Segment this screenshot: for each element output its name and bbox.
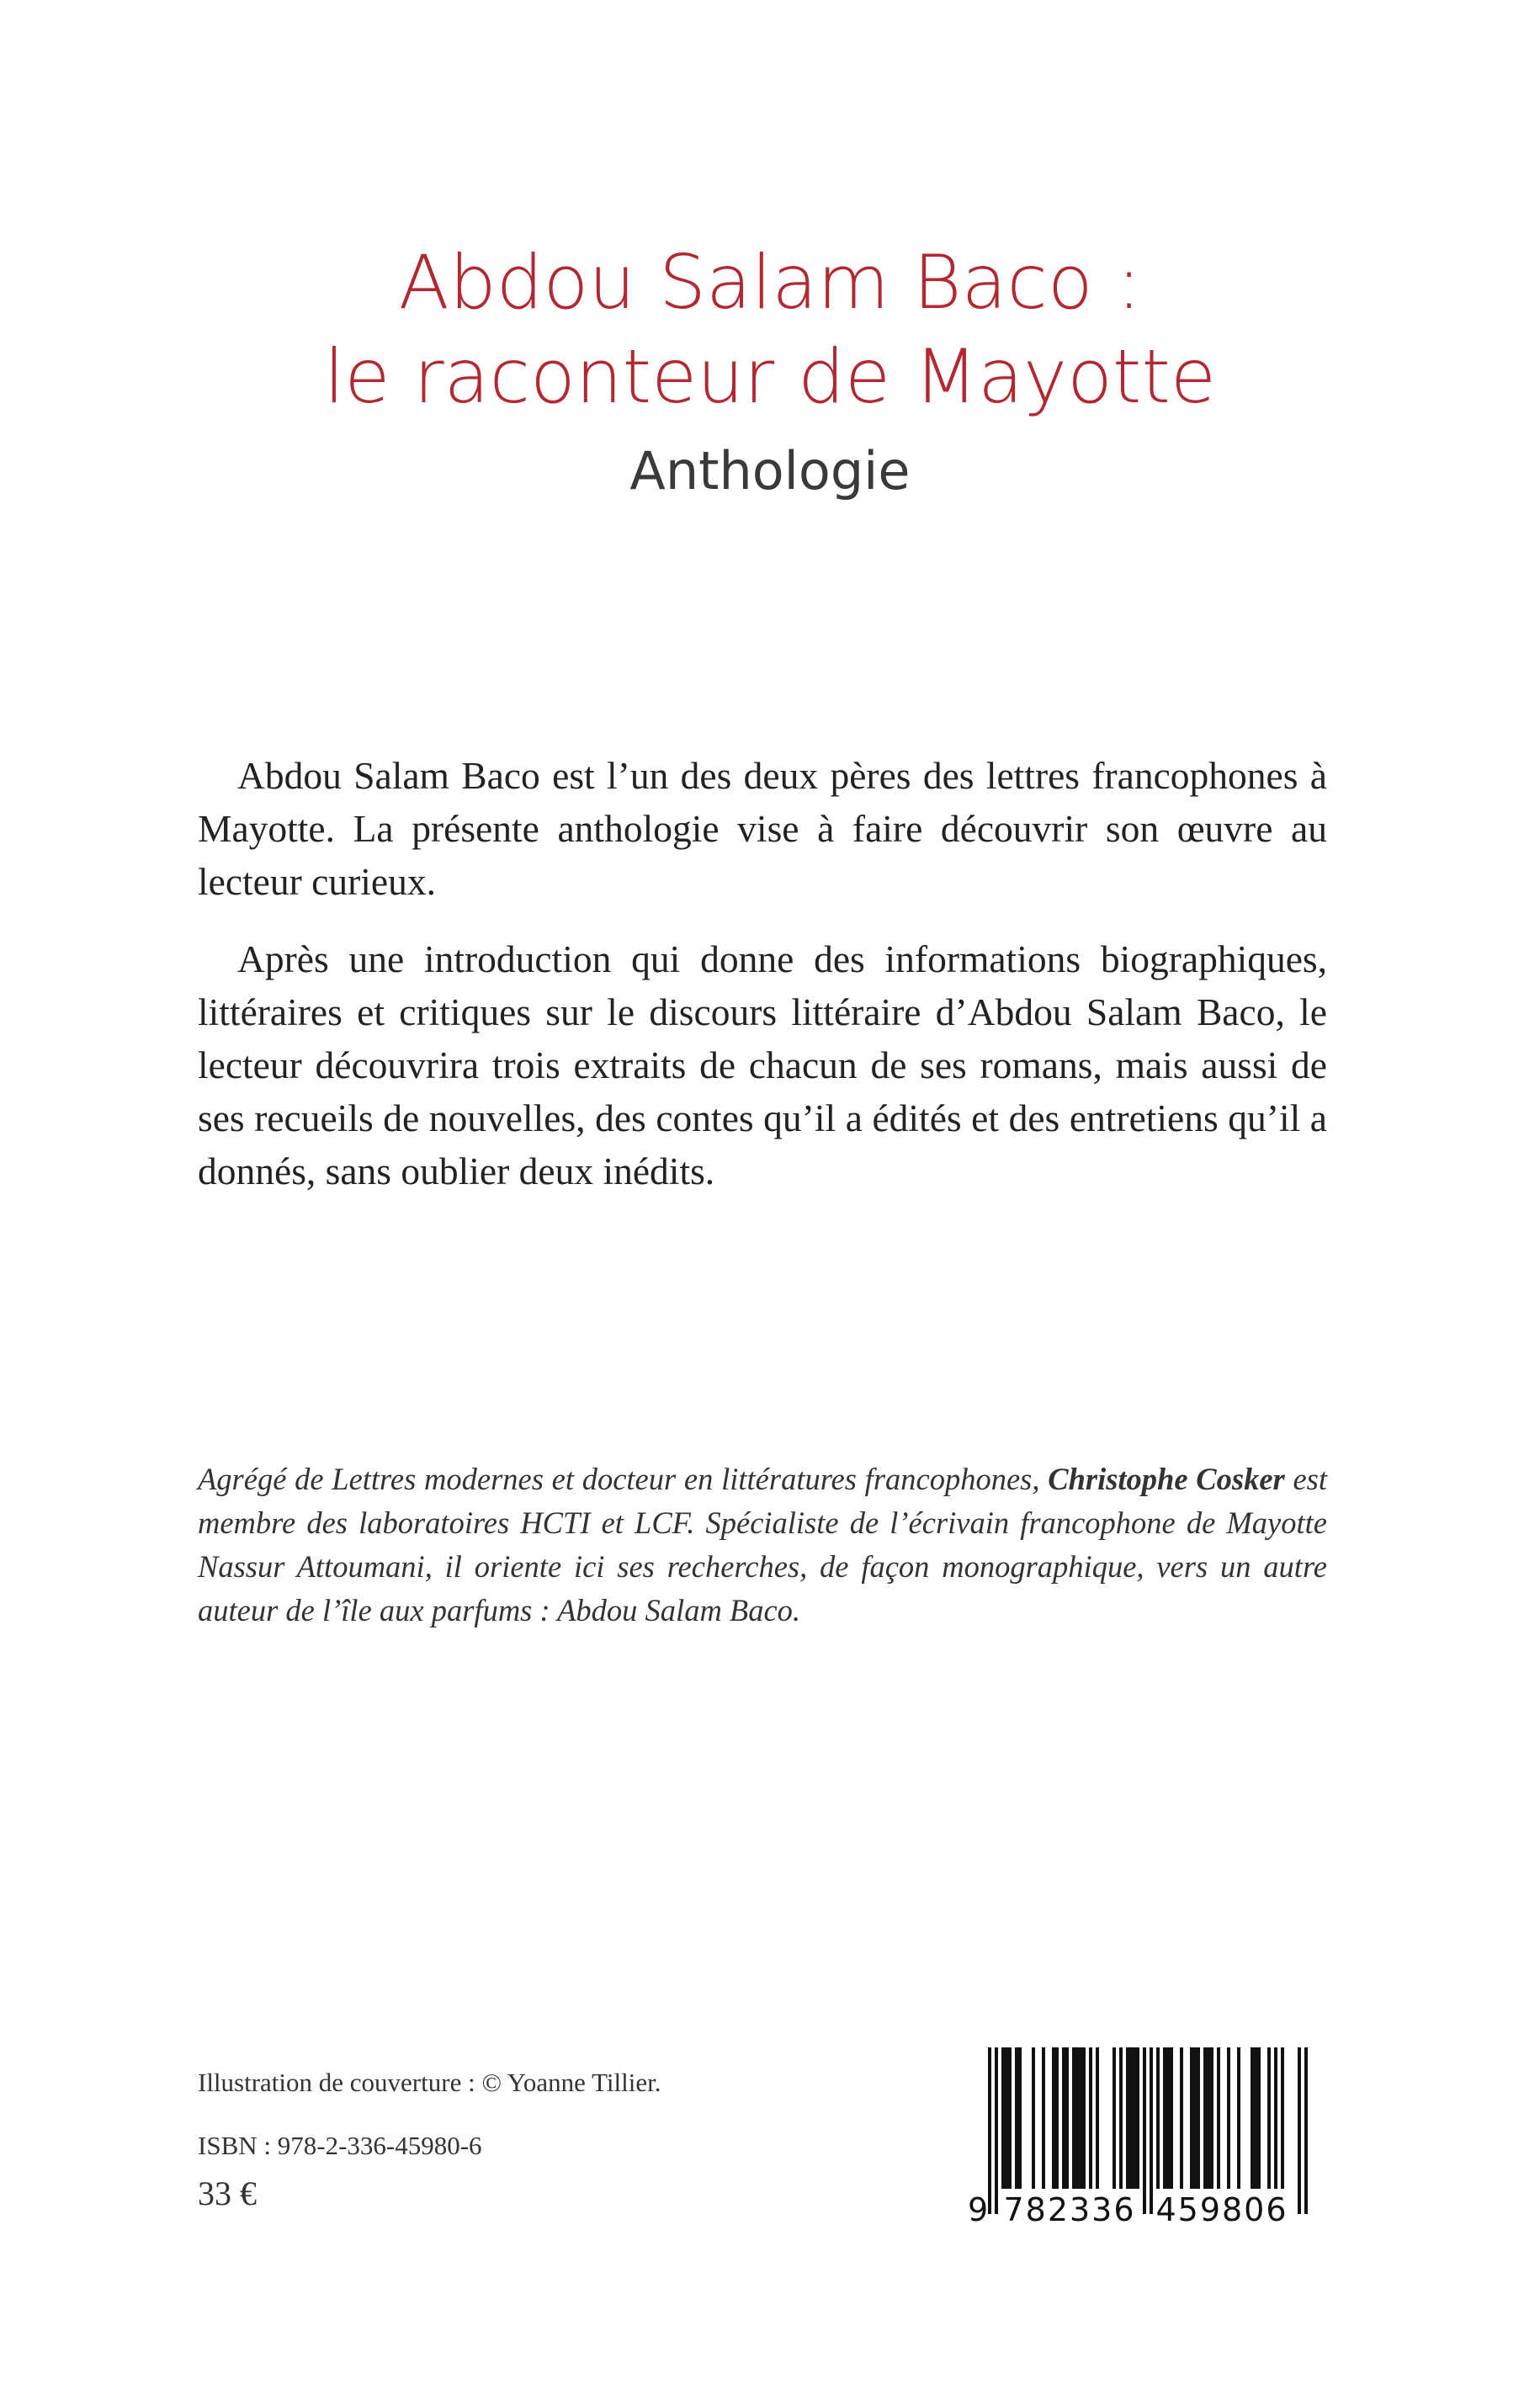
title-line-1: Abdou Salam Baco :	[398, 239, 1142, 326]
back-cover-blurb	[198, 749, 1327, 1222]
author-bio-intro: Agrégé de Lettres modernes et docteur en littératures francophones,	[198, 1462, 1049, 1496]
barcode-bar	[1032, 2047, 1035, 2189]
barcode-bar	[1065, 2047, 1069, 2189]
barcode-bar	[1072, 2047, 1075, 2189]
barcode-bar	[1251, 2047, 1254, 2189]
barcode-bar	[1207, 2047, 1210, 2189]
price: 33 €	[198, 2174, 257, 2212]
barcode-bar	[1180, 2047, 1183, 2189]
barcode-bar	[1210, 2047, 1213, 2189]
illustration-credit: Illustration de couverture : © Yoanne Tillier.	[198, 2068, 661, 2097]
barcode-bar	[1281, 2047, 1284, 2189]
barcode-bar	[1005, 2047, 1008, 2189]
barcode-bar	[1082, 2047, 1086, 2189]
barcode-bar	[1136, 2047, 1139, 2189]
barcode-bar	[1190, 2047, 1193, 2189]
barcode-bar	[1197, 2047, 1200, 2189]
book-subtitle: Anthologie	[629, 440, 911, 502]
barcode-bar	[1193, 2047, 1197, 2189]
barcode-bar	[1217, 2047, 1220, 2189]
blurb-paragraph-1: Abdou Salam Baco est l’un des deux pères des lettres francophones à Mayotte. La présente anthologie vise à faire découvrir son œuvre au lecteur curieux.	[198, 754, 1327, 903]
blurb-paragraph-2: Après une introduction qui donne des informations biographiques, littéraires et critiques sur le discours littéraire d’Abdou Salam Baco, le lecteur découvrira trois extraits de chacun de ses romans, mais aussi de ses recueils de nouvelles, des contes qu’il a édités et des entretiens qu’il a donnés, sans oublier deux inédits.	[198, 937, 1327, 1192]
barcode-left-group: 782336	[1003, 2191, 1136, 2228]
barcode-bar	[1203, 2047, 1207, 2189]
barcode-bar	[1163, 2047, 1166, 2189]
author-bio-rest: est membre des laboratoires HCTI et LCF. Spécialiste de l’écrivain francophone de Mayotte Nassur Attoumani, il oriente ici ses recherches, de façon monographique, vers un autre auteur de l’île aux parfums : Abdou Salam Baco.	[198, 1462, 1327, 1627]
barcode-bar	[1126, 2047, 1129, 2189]
barcode-bar	[1133, 2047, 1136, 2189]
barcode-bar	[1227, 2047, 1230, 2189]
barcode-bar	[1166, 2047, 1170, 2189]
barcode-bar	[1274, 2047, 1277, 2189]
barcode-bar	[1129, 2047, 1133, 2189]
barcode-bar	[1079, 2047, 1082, 2189]
barcode-bar	[1001, 2047, 1005, 2189]
barcode-bar	[1119, 2047, 1123, 2189]
barcode-right-group: 459806	[1155, 2191, 1288, 2228]
author-bio	[198, 1457, 1327, 1633]
barcode-bar	[1254, 2047, 1257, 2189]
barcode-bar	[1008, 2047, 1012, 2189]
isbn: ISBN : 978-2-336-45980-6	[198, 2131, 482, 2160]
barcode-bar	[1257, 2047, 1261, 2189]
title-line-2: le raconteur de Mayotte	[323, 333, 1217, 420]
barcode-bar	[1015, 2047, 1018, 2189]
author-name: Christophe Cosker	[1048, 1462, 1285, 1496]
barcode-bar	[1113, 2047, 1116, 2189]
barcode-bar	[1062, 2047, 1065, 2189]
isbn-barcode	[968, 2041, 1321, 2234]
barcode-bar	[1042, 2047, 1045, 2189]
barcode-bar	[1096, 2047, 1099, 2189]
barcode-bar	[1267, 2047, 1271, 2189]
barcode-bar	[1052, 2047, 1055, 2189]
barcode-bar	[1055, 2047, 1059, 2189]
barcode-bar	[1018, 2047, 1022, 2189]
barcode-bar	[1170, 2047, 1173, 2189]
barcode-bar	[1156, 2047, 1160, 2189]
barcode-digits	[968, 2189, 1321, 2231]
barcode-bar	[1089, 2047, 1092, 2189]
barcode-bar	[1075, 2047, 1079, 2189]
book-title	[0, 236, 1540, 424]
barcode-first-digit: 9	[968, 2191, 989, 2228]
barcode-bar	[1237, 2047, 1240, 2189]
